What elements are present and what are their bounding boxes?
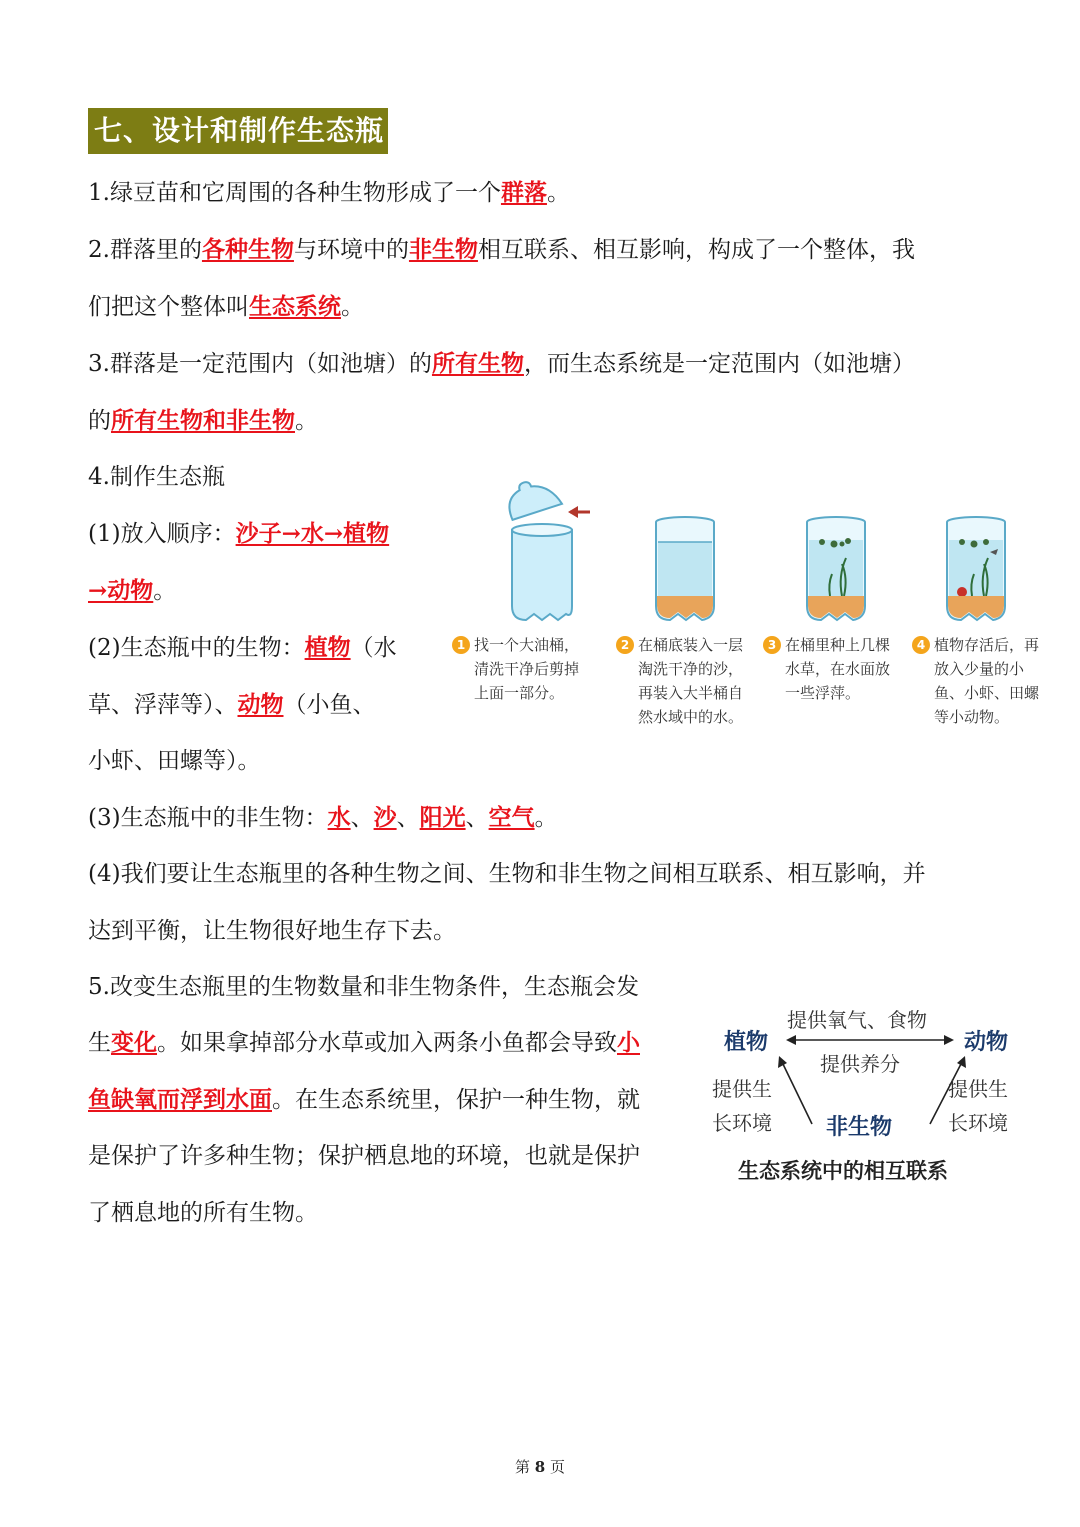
step-caption-4 bbox=[912, 633, 1039, 729]
text: 。 bbox=[295, 408, 318, 434]
answer-blank: 所有生物 bbox=[431, 350, 524, 377]
caption-line: 鱼、小虾、田螺 bbox=[934, 684, 1040, 702]
answer-blank: 变化 bbox=[111, 1029, 157, 1056]
answer-blank: 沙子→水→植物 bbox=[235, 520, 390, 547]
text: (3)生态瓶中的非生物： bbox=[88, 805, 328, 831]
paragraph-5-line-1: 5.改变生态瓶里的生物数量和非生物条件，生态瓶会发 bbox=[88, 974, 639, 1000]
diagram-top-arrow-label: 提供氧气、食物 bbox=[787, 1008, 927, 1032]
diagram-nonliving: 非生物 bbox=[826, 1115, 893, 1140]
step-badge: 4 bbox=[912, 636, 930, 654]
bottle-step-1 bbox=[502, 478, 590, 620]
caption-line: 上面一部分。 bbox=[474, 684, 565, 702]
diagram-bottom-arrow-label: 提供养分 bbox=[820, 1052, 900, 1076]
text: 与环境中的 bbox=[293, 237, 409, 263]
caption-line: 在桶里种上几棵 bbox=[785, 636, 891, 654]
step-1-order bbox=[88, 519, 389, 549]
diagram-caption: 生态系统中的相互联系 bbox=[738, 1159, 948, 1183]
bottle-step-2 bbox=[656, 517, 714, 620]
answer-blank: 鱼缺氧而浮到水面 bbox=[88, 1086, 272, 1113]
caption-line: 然水域中的水。 bbox=[638, 708, 744, 726]
caption-line: 清洗干净后剪掉 bbox=[474, 660, 580, 678]
non-living-things bbox=[88, 803, 558, 833]
text: 、 bbox=[350, 805, 374, 831]
living-things-line-3: 小虾、田螺等）。 bbox=[88, 748, 261, 774]
diagram-plant: 植物 bbox=[724, 1030, 769, 1055]
caption-line: 水草，在水面放 bbox=[785, 660, 891, 678]
step-badge: 2 bbox=[616, 636, 634, 654]
answer-blank: →动物 bbox=[88, 577, 154, 604]
text: 。 bbox=[341, 294, 364, 320]
paragraph-1 bbox=[88, 178, 570, 208]
paragraph-3-line-2 bbox=[88, 406, 318, 436]
diagram-right-label-1: 提供生 bbox=[948, 1077, 1008, 1101]
eco-bottle-illustration bbox=[450, 478, 1060, 638]
page-number-value: 8 bbox=[534, 1458, 546, 1476]
text: 。 bbox=[534, 805, 558, 831]
living-things-line-1 bbox=[88, 633, 397, 663]
caption-line: 植物存活后，再 bbox=[934, 636, 1040, 654]
text: 、 bbox=[465, 805, 489, 831]
caption-line: 放入少量的小 bbox=[934, 660, 1025, 678]
answer-blank: 植物 bbox=[304, 634, 351, 661]
paragraph-5-line-4: 是保护了许多种生物；保护栖息地的环境，也就是保护 bbox=[88, 1143, 640, 1169]
text: 生 bbox=[88, 1030, 111, 1056]
paragraph-5-line-5: 了栖息地的所有生物。 bbox=[88, 1200, 318, 1226]
paragraph-5-line-2 bbox=[88, 1028, 640, 1058]
paragraph-2-line-2 bbox=[88, 292, 364, 322]
paragraph-2-line-1 bbox=[88, 235, 915, 265]
answer-blank: 各种生物 bbox=[201, 236, 294, 263]
answer-blank: 生态系统 bbox=[249, 293, 341, 320]
text: (2)生态瓶中的生物： bbox=[88, 635, 305, 661]
text: 。如果拿掉部分水草或加入两条小鱼都会导致 bbox=[157, 1030, 617, 1056]
balance-line-2: 达到平衡，让生物很好地生存下去。 bbox=[88, 918, 456, 944]
text: 。 bbox=[546, 180, 570, 206]
text: 1.绿豆苗和它周围的各种生物形成了一个 bbox=[88, 180, 501, 206]
text: （小鱼、 bbox=[283, 692, 376, 718]
answer-blank: 群落 bbox=[500, 179, 547, 206]
text: 。在生态系统里，保护一种生物，就 bbox=[272, 1087, 640, 1113]
paragraph-4-heading: 4.制作生态瓶 bbox=[88, 464, 225, 490]
caption-line: 在桶底装入一层 bbox=[638, 636, 744, 654]
answer-blank: 所有生物和非生物 bbox=[111, 407, 295, 434]
text: 3.群落是一定范围内（如池塘）的 bbox=[88, 351, 432, 377]
text: （水 bbox=[350, 635, 397, 661]
text: (1)放入顺序： bbox=[88, 521, 236, 547]
diagram-animal: 动物 bbox=[964, 1030, 1009, 1055]
step-caption-1 bbox=[452, 633, 579, 705]
diagram-left-label-1: 提供生 bbox=[712, 1077, 772, 1101]
text: 的 bbox=[88, 408, 111, 434]
answer-blank: 小 bbox=[617, 1029, 640, 1056]
caption-line: 找一个大油桶， bbox=[474, 636, 580, 654]
balance-line-1: (4)我们要让生态瓶里的各种生物之间、生物和非生物之间相互联系、相互影响，并 bbox=[88, 861, 926, 887]
answer-blank: 动物 bbox=[237, 691, 284, 718]
caption-line: 再装入大半桶自 bbox=[638, 684, 744, 702]
step-badge: 1 bbox=[452, 636, 470, 654]
text: 们把这个整体叫 bbox=[88, 294, 249, 320]
text: 第 bbox=[514, 1458, 530, 1476]
diagram-left-label-2: 长环境 bbox=[712, 1111, 772, 1135]
page-number bbox=[0, 1456, 1080, 1477]
answer-blank: 空气 bbox=[488, 804, 535, 831]
answer-blank: 沙 bbox=[373, 804, 397, 831]
section-title: 七、设计和制作生态瓶 bbox=[88, 108, 388, 154]
text: 草、浮萍等）、 bbox=[88, 692, 238, 718]
text: 、 bbox=[396, 805, 420, 831]
bottle-step-4 bbox=[947, 517, 1005, 620]
caption-line: 一些浮萍。 bbox=[785, 684, 861, 702]
text: 相互联系、相互影响，构成了一个整体，我 bbox=[477, 237, 915, 263]
answer-blank: 水 bbox=[327, 804, 351, 831]
answer-blank: 非生物 bbox=[408, 236, 478, 263]
text: ，而生态系统是一定范围内（如池塘） bbox=[523, 351, 915, 377]
caption-line: 等小动物。 bbox=[934, 708, 1010, 726]
bottle-step-3 bbox=[807, 517, 865, 620]
paragraph-5-line-3 bbox=[88, 1085, 640, 1115]
step-caption-3 bbox=[763, 633, 890, 705]
caption-line: 淘洗干净的沙， bbox=[638, 660, 744, 678]
answer-blank: 阳光 bbox=[419, 804, 466, 831]
step-badge: 3 bbox=[763, 636, 781, 654]
paragraph-3-line-1 bbox=[88, 349, 915, 379]
living-things-line-2 bbox=[88, 690, 376, 720]
text: 。 bbox=[153, 578, 177, 604]
text: 2.群落里的 bbox=[88, 237, 202, 263]
step-1-order-cont bbox=[88, 576, 176, 606]
step-caption-2 bbox=[616, 633, 743, 729]
diagram-right-label-2: 长环境 bbox=[948, 1111, 1008, 1135]
text: 页 bbox=[550, 1458, 566, 1476]
